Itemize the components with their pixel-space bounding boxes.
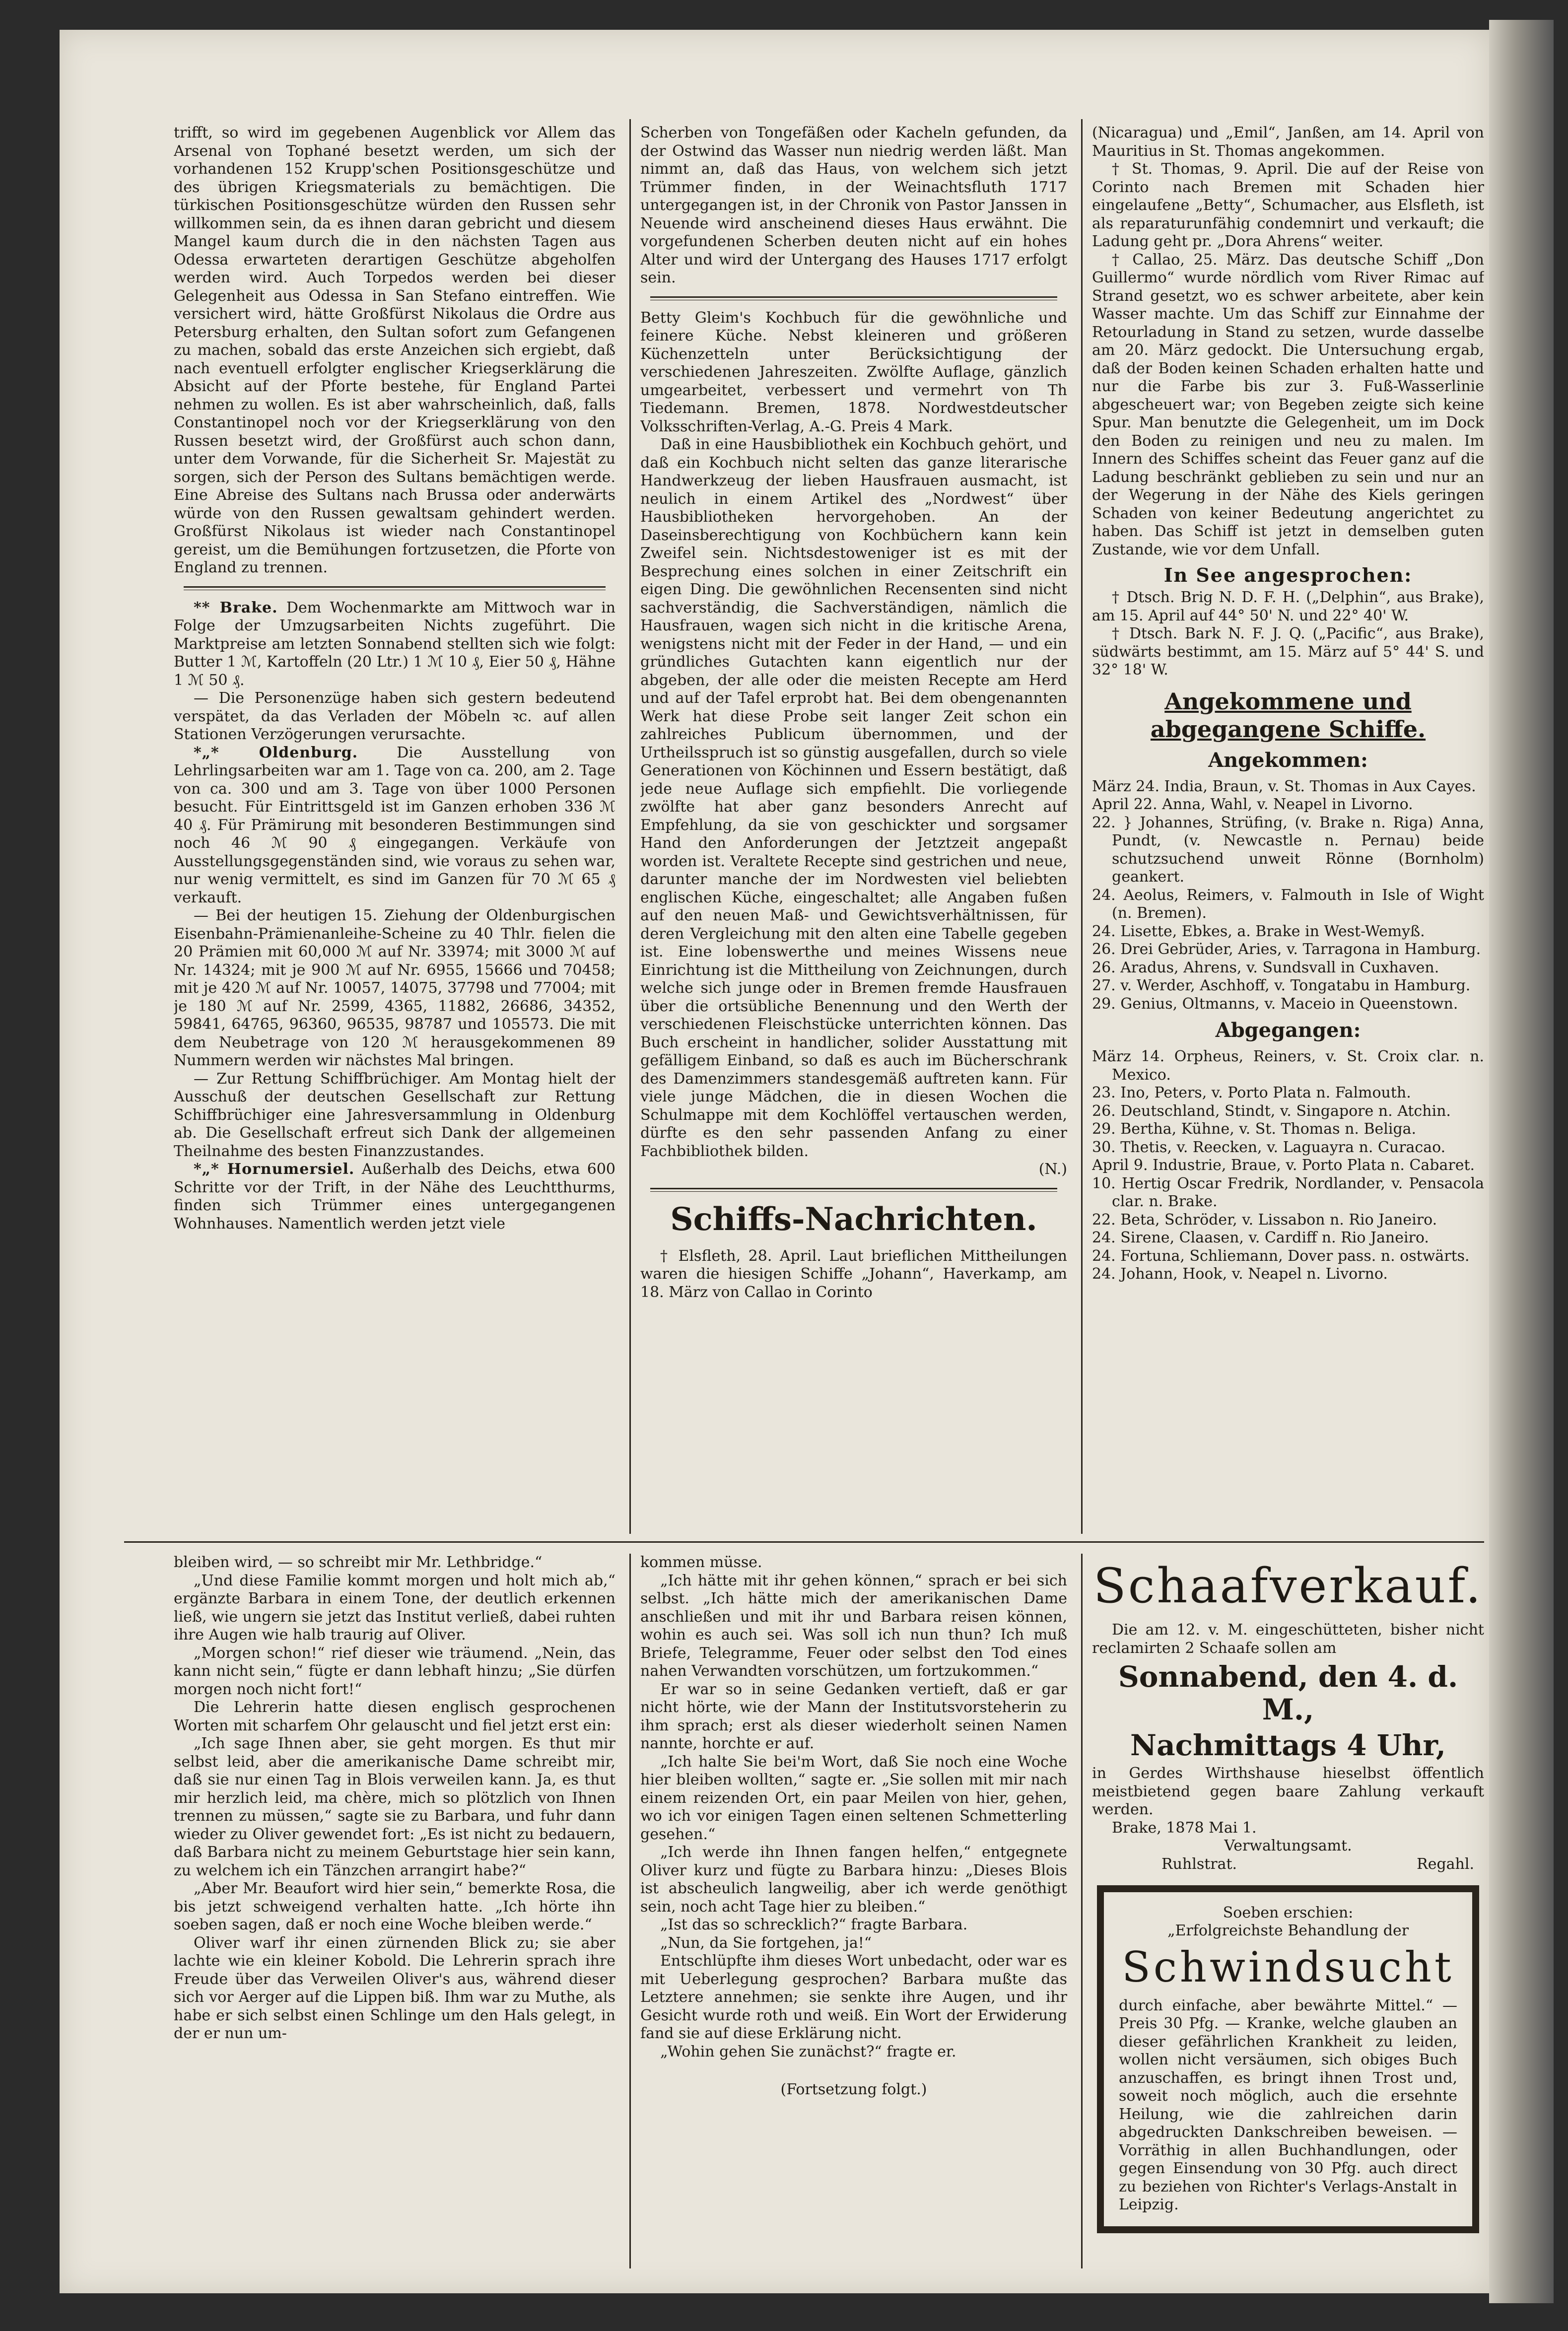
- book-review: Daß in eine Hausbibliothek ein Kochbuch gehört, und daß ein Kochbuch nicht selten das ganze literarische Handwerkzeug der lieben Hausfrauen ausmacht, ist neulich in einem Artikel des „Nordwest“ über Hausbibliotheken hervorgehoben. An der Daseinsberechtigung von Kochbüchern kann kein Zweifel sein. Nichtsdestoweniger ist es mit der Besprechung eines solchen in einer Zeitschrift ein eigen Ding. Die gewöhnlichen Recensenten sind nicht sachverständig, die Sachverständigen, nämlich die Hausfrauen, wagen sich nicht in die kritische Arena, wenigstens nicht mit der Feder in der Hand, — und ein gründliches Gutachten kann eigentlich nur der abgeben, der alle oder die meisten Recepte am Herd und auf der Tafel erprobt hat. Bei dem obengenannten Werk hat diese Probe seit langer Zeit schon ein zahlreiches Publicum übernommen, und der Urtheilsspruch ist so günstig ausgefallen, durch so viele Generationen von Köchinnen und Essern bestätigt, daß jede neue Auflage sich empfiehlt. Die vorliegende zwölfte hat aber ganz besonders Anrecht auf Empfehlung, da sie von geschickter und sorgsamer Hand den Anforderungen der Jetztzeit angepaßt worden ist. Veraltete Recepte sind gestrichen und neue, darunter manche der im Nordwesten viel beliebten englischen Küche, eingeschaltet; alle Angaben fußen auf den neuen Maß- und Gewichtsverhältnissen, für deren Vergleichung mit den alten eine Tabelle gegeben ist. Eine lobenswerthe und meines Wissens neue Einrichtung ist die Mittheilung von Zeichnungen, durch welche sich junge oder in Bremen fremde Hausfrauen über die ortsübliche Benennung und den Werth der verschiedenen Fleischstücke unterrichten können. Das Buch erscheint in handlicher, solider Ausstattung mit gefälligem Einband, so daß es auch im Bücherschrank des Damenzimmers standesgemäß auftreten kann. Für viele junge Mädchen, die in diesen Wochen die Schulmappe mit dem Kochlöffel vertauschen werden, dürfte es den sehr passenden Anfang zu einer Fachbibliothek bilden.: [640, 436, 1067, 1160]
- sheep-sale-signatures: [1092, 1855, 1484, 1873]
- sheep-sale-details: in Gerdes Wirthshause hieselbst öffentlich meistbietend gegen baare Zahlung verkauft werden.: [1092, 1765, 1484, 1818]
- arrival-entry: 24. Aeolus, Reimers, v. Falmouth in Isle of Wight (n. Bremen).: [1092, 886, 1484, 922]
- column-rule-3: [629, 1554, 631, 2268]
- departure-entry: 29. Bertha, Kühne, v. St. Thomas n. Beliga.: [1092, 1120, 1417, 1138]
- departure-entry: 30. Thetis, v. Reecken, v. Laguayra n. Curacao.: [1092, 1138, 1446, 1156]
- story-paragraph: Entschlüpfte ihm dieses Wort unbedacht, oder war es mit Ueberlegung gesprochen? Barbara mußte das Letztere annehmen; sie senkte ihre Augen, und ihr Gesicht wurde roth und weiß. Ein Wort der Erwiderung fand sie auf diese Erklärung nicht.: [640, 1952, 1067, 2042]
- divider: [650, 296, 1057, 300]
- story-paragraph: kommen müsse.: [640, 1554, 762, 1571]
- arrival-entry: 26. Drei Gebrüder, Aries, v. Tarragona in Hamburg.: [1092, 941, 1481, 958]
- book-advert-title: Schwindsucht: [1122, 1942, 1454, 1991]
- brake-text: Dem Wochenmarkte am Mittwoch war in Folge der Umzugsarbeiten Nichts zugeführt. Die Marktpreise am letzten Sonnabend stellten sich wie folgt: Butter 1 ℳ, Kartoffeln (20 Ltr.) 1 ℳ 10 ₰, Eier 50 ₰, Hähne 1 ℳ 50 ₰.: [174, 599, 615, 689]
- story-paragraph: „Nun, da Sie fortgehen, ja!“: [660, 1934, 872, 1952]
- departure-entry: 26. Deutschland, Stindt, v. Singapore n. Atchin.: [1092, 1102, 1451, 1120]
- story-paragraph: Oliver warf ihr einen zürnenden Blick zu; sie aber lachte wie ein kleiner Kobold. Die Lehrerin sprach ihre Freude über das Verweilen Oliver's aus, während dieser sich vor Aerger auf die Lippen biß. Ihm war zu Muthe, als habe er sich selbst einen Schlinge um den Hals gelegt, in der er nun um-: [174, 1934, 615, 2042]
- departure-entry: 24. Fortuna, Schliemann, Dover pass. n. ostwärts.: [1092, 1247, 1470, 1265]
- feuilleton-column-2: [640, 1554, 1067, 2268]
- departure-entry: 23. Ino, Peters, v. Porto Plata n. Falmouth.: [1092, 1084, 1411, 1101]
- column-rule-1: [629, 119, 631, 1534]
- sheep-sale-place: Brake, 1878 Mai 1.: [1112, 1819, 1257, 1837]
- hornumersiel-label: *„* Hornumersiel.: [194, 1161, 355, 1178]
- book-advert-text: durch einfache, aber bewährte Mittel.“ — Preis 30 Pfg. — Kranke, welche glauben an dieser gefährlichen Krankheit zu leiden, wollen nicht versäumen, sich obiges Buch anzuschaffen, es bringt ihnen Trost und, soweit noch möglich, auch die ersehnte Heilung, wie die zahlreichen darin abgedruckten Dankschreiben beweisen. — Vorräthig in allen Buchhandlungen, oder gegen Einsendung von 30 Pfg. auch direct zu beziehen von Richter's Verlags-Anstalt in Leipzig.: [1119, 1996, 1457, 2213]
- sheep-sale-date: Sonnabend, den 4. d. M.,: [1118, 1660, 1458, 1726]
- departure-entry: 22. Beta, Schröder, v. Lissabon n. Rio Janeiro.: [1092, 1211, 1437, 1229]
- ship-news-text: † Elsfleth, 28. April. Laut brieflichen Mittheilungen waren die hiesigen Schiffe „Johann“, Haverkamp, am 18. März von Callao in Corinto: [640, 1247, 1067, 1301]
- arrival-entry: 27. v. Werder, Aschhoff, v. Tongatabu in Hamburg.: [1092, 977, 1471, 994]
- story-paragraph: „Aber Mr. Beaufort wird hier sein,“ bemerkte Rosa, die bis jetzt schweigend verhalten hatte. „Ich hörte ihn soeben sagen, daß er noch eine Woche bleiben werde.“: [174, 1880, 615, 1933]
- story-paragraph: bleiben wird, — so schreibt mir Mr. Lethbridge.“: [174, 1554, 543, 1571]
- sheep-sale-time: Nachmittags 4 Uhr,: [1130, 1728, 1446, 1762]
- departed-heading: Abgegangen:: [1215, 1019, 1361, 1042]
- oldenburg-label: *„* Oldenburg.: [194, 744, 358, 761]
- story-paragraph: „Morgen schon!“ rief dieser wie träumend. „Nein, das kann nicht sein,“ fügte er dann lebhaft hinzu; „Sie dürfen morgen noch nicht fort!“: [174, 1644, 615, 1698]
- sheep-sale-office: Verwaltungsamt.: [1224, 1837, 1352, 1854]
- story-paragraph: Er war so in seine Gedanken vertieft, daß er gar nicht hörte, wie der Mann der Institutsvorsteherin zu ihm sprach; erst als dieser wiederholt seinen Namen nannte, horchte er auf.: [640, 1680, 1067, 1752]
- departure-entry: 24. Johann, Hook, v. Neapel n. Livorno.: [1092, 1265, 1388, 1283]
- arrival-entry: 26. Aradus, Ahrens, v. Sundsvall in Cuxhaven.: [1092, 959, 1439, 976]
- departure-entry: 24. Sirene, Claasen, v. Cardiff n. Rio Janeiro.: [1092, 1229, 1429, 1246]
- divider: [184, 586, 606, 590]
- story-paragraph: „Und diese Familie kommt morgen und holt mich ab,“ ergänzte Barbara in einem Tone, der deutlich erkennen ließ, wie ungern sie jetzt das Institut verließ, dabei ruhten ihre Augen wie halb traurig auf Oliver.: [174, 1572, 615, 1644]
- sheep-sale-text: Die am 12. v. M. eingeschütteten, bisher nicht reclamirten 2 Schaafe sollen am: [1092, 1621, 1484, 1657]
- book-advert-box: [1097, 1885, 1479, 2233]
- departure-entry: April 9. Industrie, Braue, v. Porto Plata n. Cabaret.: [1092, 1157, 1475, 1174]
- column-2: [640, 124, 1067, 1534]
- st-thomas-report: † St. Thomas, 9. April. Die auf der Reise von Corinto nach Bremen mit Schaden hier eingelaufene „Betty“, Schumacher, aus Elsfleth, ist als reparaturunfähig condemnirt und verkauft; die Ladung geht pr. „Dora Ahrens“ weiter.: [1092, 160, 1484, 250]
- brake-paragraph: [174, 599, 615, 690]
- feuilleton-column-1: [174, 1554, 615, 2268]
- departure-entry: 10. Hertig Oscar Fredrik, Nordlander, v. Pensacola clar. n. Brake.: [1092, 1174, 1484, 1210]
- story-paragraph: „Ich hätte mit ihr gehen können,“ sprach er bei sich selbst. „Ich hätte mich der amerikanischen Dame anschließen und mit ihr und Barbara reisen können, wohin es auch sei. Was soll ich nun thun? Ich muß Briefe, Telegramme, Feuer oder selbst den Tod eines nahen Verwandten vorschützen, um fortzukommen.“: [640, 1572, 1067, 1680]
- article-text: Scherben von Tongefäßen oder Kacheln gefunden, da der Ostwind das Wasser nun niedrig werden läßt. Man nimmt an, daß das Haus, von welchem sich jetzt Trümmer finden, in der Weinachtsfluth 1717 untergegangen ist, in der Chronik von Pastor Janssen in Neuende wird anscheinend dieses Haus erwähnt. Die vorgefundenen Scherben deuten nicht auf ein hohes Alter und wird der Untergang des Hauses 1717 erfolgt sein.: [640, 124, 1067, 286]
- ship-news-heading: Schiffs-Nachrichten.: [670, 1200, 1037, 1238]
- column-3: [1092, 124, 1484, 1534]
- continued-note: (Fortsetzung folgt.): [780, 2081, 927, 2098]
- arrival-entry: 24. Lisette, Ebkes, a. Brake in West-Wemyß.: [1092, 922, 1425, 940]
- story-paragraph: „Wohin gehen Sie zunächst?“ fragte er.: [660, 2043, 956, 2060]
- arrival-entry: 22. } Johannes, Strüfing, (v. Brake n. Riga) Anna, Pundt, (v. Newcastle n. Pernau) beide schutzsuchend unweit Rönne (Bornholm) geankert.: [1092, 814, 1484, 886]
- arrivals-departures-heading: Angekommene und abgegangene Schiffe.: [1150, 687, 1426, 743]
- article-text: trifft, so wird im gegebenen Augenblick vor Allem das Arsenal von Tophané besetzt werden, um sich der vorhandenen 152 Krupp'schen Positionsgeschütze und des übrigen Kriegsmaterials zu bemächtigen. Die türkischen Positionsgeschütze würden den Russen sehr willkommen sein, da es ihnen daran gebricht und diesem Mangel kaum durch die in den nächsten Tagen aus Odessa erwarteten derartigen Geschütze abgeholfen werden wird. Auch Torpedos werden bei dieser Gelegenheit aus Odessa in San Stefano eintreffen. Wie versichert wird, hätte Großfürst Nikolaus die Ordre aus Petersburg erhalten, den Sultan sofort zum Gefangenen zu machen, sobald das erste Anzeichen sich ergiebt, daß nach eventuell erfolgter englischer Kriegserklärung die Absicht auf der Pforte bestehe, für England Partei nehmen zu wollen. Es ist aber wahrscheinlich, daß, falls Constantinopel noch vor der Kriegserklärung von den Russen besetzt wird, der Großfürst auch schon dann, unter dem Vorwande, für die Sicherheit Sr. Majestät zu sorgen, sich der Person des Sultans bemächtigen werde. Eine Abreise des Sultans nach Brussa oder anderwärts würde von den Russen gewaltsam gehindert werden. Großfürst Nikolaus ist wieder nach Constantinopel gereist, um die Bemühungen fortzusetzen, die Pforte von England zu trennen.: [174, 124, 615, 576]
- arrival-entry: März 24. India, Braun, v. St. Thomas in Aux Cayes.: [1092, 777, 1476, 795]
- hornumersiel-paragraph: [174, 1161, 615, 1233]
- story-paragraph: „Ich sage Ihnen aber, sie geht morgen. Es thut mir selbst leid, aber die amerikanische Dame schreibt mir, daß sie nur einen Tag in Blois verweilen kann. Ja, es thut mir herzlich leid, ma chère, mich so plötzlich von Ihnen trennen zu müssen,“ sagte sie zu Barbara, und fuhr dann wieder zu Oliver gewendet fort: „Es ist nicht zu bedauern, daß Barbara nicht zu meinem Geburtstage hier sein kann, zu welchem ich ein Tänzchen arrangirt habe?“: [174, 1735, 615, 1879]
- brake-text-2: — Die Personenzüge haben sich gestern bedeutend verspätet, da das Verladen der Möbeln ꝛc. auf allen Stationen Verzögerungen verursachte.: [174, 689, 615, 743]
- departure-entry: März 14. Orpheus, Reiners, v. St. Croix clar. n. Mexico.: [1092, 1048, 1484, 1084]
- at-sea-heading: In See angesprochen:: [1163, 564, 1413, 586]
- page-edge: [1489, 20, 1554, 2303]
- signature-right: Regahl.: [1417, 1855, 1474, 1873]
- story-paragraph: Die Lehrerin hatte diesen englisch gesprochenen Worten mit scharfem Ohr gelauscht und fiel jetzt erst ein:: [174, 1699, 615, 1734]
- arrived-heading: Angekommen:: [1208, 748, 1368, 772]
- story-paragraph: „Ist das so schrecklich?“ fragte Barbara.: [660, 1916, 968, 1933]
- book-advert-subtitle: „Erfolgreichste Behandlung der: [1167, 1922, 1409, 1939]
- divider: [650, 1188, 1057, 1192]
- sea-item: † Dtsch. Bark N. F. J. Q. („Pacific“, aus Brake), südwärts bestimmt, am 15. März auf 5° 44' S. und 32° 18' W.: [1092, 625, 1484, 679]
- arrival-entry: April 22. Anna, Wahl, v. Neapel in Livorno.: [1092, 796, 1413, 813]
- oldenburg-text: Die Ausstellung von Lehrlingsarbeiten war am 1. Tage von ca. 200, am 2. Tage von ca. 300 und am 3. Tage von über 1000 Personen besucht. Für Eintrittsgeld ist im Ganzen erhoben 336 ℳ 40 ₰. Für Prämirung mit besonderen Bestimmungen sind noch 46 ℳ 90 ₰ eingegangen. Verkäufe von Ausstellungsgegenständen sind, wie voraus zu sehen war, nur wenig vermittelt, es sind im Ganzen für 70 ℳ 65 ₰ verkauft.: [174, 744, 615, 906]
- advertisement-column: [1092, 1554, 1484, 2268]
- oldenburg-text-3: — Zur Rettung Schiffbrüchiger. Am Montag hielt der Ausschuß der deutschen Gesellschaft zur Rettung Schiffbrüchiger eine Jahresversammlung in Oldenburg ab. Die Gesellschaft erfreut sich Dank der allgemeinen Theilnahme des besten Finanzzustandes.: [174, 1070, 615, 1160]
- column-rule-4: [1081, 1554, 1083, 2268]
- oldenburg-text-2: — Bei der heutigen 15. Ziehung der Oldenburgischen Eisenbahn-Prämienanleihe-Scheine zu 40 Thlr. fielen die 20 Prämien mit 60,000 ℳ auf Nr. 33974; mit 3000 ℳ auf Nr. 14324; mit je 900 ℳ auf Nr. 6955, 15666 und 70458; mit je 420 ℳ auf Nr. 10057, 14075, 37798 und 77004; mit je 180 ℳ auf Nr. 2599, 4365, 11882, 26686, 34352, 59841, 64765, 96360, 96535, 98787 und 105573. Die mit dem Neubetrage von 120 ℳ herausgekommenen 89 Nummern werden wir nächstes Mal bringen.: [174, 907, 615, 1069]
- book-signature: (N.): [1038, 1161, 1067, 1178]
- story-paragraph: „Ich werde ihn Ihnen fangen helfen,“ entgegnete Oliver kurz und fügte zu Barbara hinzu: „Dieses Blois ist abscheulich langweilig, aber ich werde genöthigt sein, noch acht Tage hier zu bleiben.“: [640, 1844, 1067, 1916]
- story-paragraph: „Ich halte Sie bei'm Wort, daß Sie noch eine Woche hier bleiben wollten,“ sagte er. „Sie sollen mit mir nach einem reizenden Ort, ein paar Meilen von hier, gehen, wo ich vor einigen Tagen einen seltenen Schmetterling gesehen.“: [640, 1753, 1067, 1843]
- ship-text: (Nicaragua) und „Emil“, Janßen, am 14. April von Mauritius in St. Thomas angekommen.: [1092, 124, 1484, 160]
- section-rule: [124, 1541, 1484, 1543]
- arrival-entry: 29. Genius, Oltmanns, v. Maceio in Queenstown.: [1092, 995, 1458, 1013]
- callao-report: † Callao, 25. März. Das deutsche Schiff „Don Guillermo“ wurde nördlich vom River Rimac auf Strand gesetzt, wo es schwer arbeitete, aber kein Wasser machte. Um das Schiff zur Einnahme der Retourladung in Stand zu setzen, wurde dasselbe am 20. März gedockt. Die Untersuchung ergab, daß der Boden keinen Schaden erhalten hatte und nur die Farbe bis zur 3. Fuß-Wasserlinie abgescheuert war; von Begeben zeigte sich keine Spur. Man benutzte die Gelegenheit, um im Dock den Boden zu reinigen und neu zu malen. Im Innern des Schiffes scheint das Feuer ganz auf die Ladung beschränkt geblieben zu sein und nur an der Wegerung in der Nähe des Kiels geringen Schaden von keiner Bedeutung angerichtet zu haben. Das Schiff ist jetzt in demselben guten Zustande, wie vor dem Unfall.: [1092, 251, 1484, 558]
- column-1: [174, 124, 615, 1534]
- book-advert-intro: Soeben erschien:: [1223, 1904, 1354, 1921]
- book-title: Betty Gleim's Kochbuch für die gewöhnliche und feinere Küche. Nebst kleineren und größeren Küchenzetteln unter Berücksichtigung der verschiedenen Jahreszeiten. Zwölfte Auflage, gänzlich umgearbeitet, verbessert und vermehrt von Th Tiedemann. Bremen, 1878. Nordwestdeutscher Volksschriften-Verlag, A.-G. Preis 4 Mark.: [640, 309, 1067, 435]
- hornumersiel-text: Außerhalb des Deichs, etwa 600 Schritte vor der Trift, in der Nähe des Leuchtthurms, finden sich Trümmer eines untergegangenen Wohnhauses. Namentlich werden jetzt viele: [174, 1161, 615, 1233]
- sheep-sale-title: Schaafverkauf.: [1093, 1558, 1483, 1614]
- brake-label: ** Brake.: [194, 599, 278, 617]
- sea-item: † Dtsch. Brig N. D. F. H. („Delphin“, aus Brake), am 15. April auf 44° 50' N. und 22° 40' W.: [1092, 589, 1484, 624]
- signature-left: Ruhlstrat.: [1161, 1855, 1237, 1873]
- oldenburg-paragraph: [174, 744, 615, 907]
- column-rule-2: [1081, 119, 1083, 1534]
- newspaper-page: [60, 30, 1489, 2293]
